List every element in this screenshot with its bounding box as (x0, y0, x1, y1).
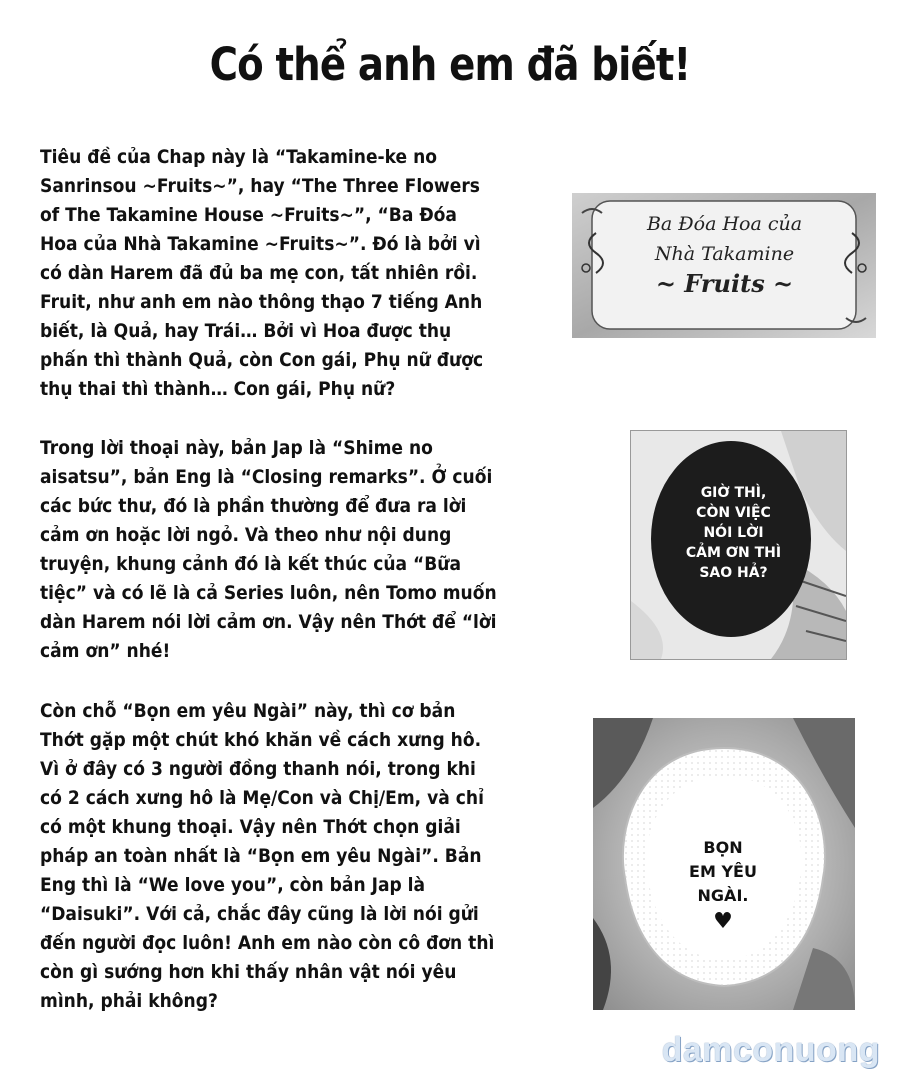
paragraph-3 (40, 697, 508, 1016)
speech-line: CÒN VIỆC (696, 505, 771, 521)
text-line: Thớt gặp một chút khó khăn về cách xưng hô. (40, 729, 482, 751)
text-line: Còn chỗ “Bọn em yêu Ngài” này, thì cơ bản (40, 700, 456, 722)
text-line: Eng thì là “We love you”, còn bản Jap là (40, 874, 426, 896)
text-line: dàn Harem nói lời cảm ơn. Vậy nên Thớt để “lời (40, 611, 497, 633)
text-line: thụ thai thì thành… Con gái, Phụ nữ? (40, 378, 396, 400)
speech-line: NÓI LỜI (703, 525, 764, 541)
text-line: biết, là Quả, hay Trái… Bởi vì Hoa được thụ (40, 320, 452, 342)
title-panel-text (602, 209, 847, 299)
text-line: Tiêu đề của Chap này là “Takamine-ke no (40, 146, 438, 168)
text-line: truyện, khung cảnh đó là kết thúc của “Bữa (40, 553, 462, 575)
text-line: tiệc” và có lẽ là cả Series luôn, nên Tomo muốn (40, 582, 497, 604)
text-line: còn gì sướng hơn khi thấy nhân vật nói yêu (40, 961, 457, 983)
heart-icon: ♥ (713, 909, 733, 934)
text-line: aisatsu”, bản Eng là “Closing remarks”. Ở cuối (40, 466, 493, 488)
text-line: các bức thư, đó là phần thường để đưa ra lời (40, 495, 467, 517)
title-panel-line: Nhà Takamine (654, 243, 795, 265)
title-panel-line: ~ Fruits ~ (655, 269, 794, 298)
manga-speech-panel (630, 430, 847, 660)
text-line: đến người đọc luôn! Anh em nào còn cô đơn thì (40, 932, 495, 954)
love-line: BỌN (703, 838, 743, 857)
love-line: EM YÊU (689, 862, 757, 881)
manga-love-panel (593, 718, 855, 1010)
watermark: damconuong (661, 1031, 880, 1069)
love-bubble-text (658, 836, 788, 934)
text-line: có dàn Harem đã đủ ba mẹ con, tất nhiên rồi. (40, 262, 478, 284)
text-line: phấn thì thành Quả, còn Con gái, Phụ nữ được (40, 349, 484, 371)
text-line: of The Takamine House ~Fruits~”, “Ba Đóa (40, 204, 457, 226)
text-line: mình, phải không? (40, 990, 218, 1012)
speech-line: GIỜ THÌ, (700, 485, 767, 501)
paragraph-1 (40, 143, 508, 404)
manga-title-panel (572, 193, 876, 338)
text-line: Sanrinsou ~Fruits~”, hay “The Three Flowers (40, 175, 480, 197)
text-line: cảm ơn hoặc lời ngỏ. Và theo như nội dung (40, 524, 452, 546)
speech-bubble-text (671, 483, 796, 583)
text-line: pháp an toàn nhất là “Bọn em yêu Ngài”. Bản (40, 845, 482, 867)
text-line: Fruit, như anh em nào thông thạo 7 tiếng Anh (40, 291, 483, 313)
paragraph-2 (40, 434, 508, 666)
text-line: “Daisuki”. Với cả, chắc đây cũng là lời nói gửi (40, 903, 479, 925)
text-line: Trong lời thoại này, bản Jap là “Shime no (40, 437, 433, 459)
page-title: Có thể anh em đã biết! (209, 38, 691, 91)
love-line: NGÀI. (697, 886, 749, 905)
speech-line: CẢM ƠN THÌ (685, 545, 782, 561)
speech-line: SAO HẢ? (699, 565, 768, 581)
text-line: có 2 cách xưng hô là Mẹ/Con và Chị/Em, và chỉ (40, 787, 484, 809)
text-line: có một khung thoại. Vậy nên Thớt chọn giải (40, 816, 461, 838)
text-line: Hoa của Nhà Takamine ~Fruits~”. Đó là bởi vì (40, 233, 481, 255)
text-line: Vì ở đây có 3 người đồng thanh nói, trong khi (40, 758, 476, 780)
text-line: cảm ơn” nhé! (40, 640, 171, 662)
title-panel-line: Ba Đóa Hoa của (646, 213, 803, 235)
